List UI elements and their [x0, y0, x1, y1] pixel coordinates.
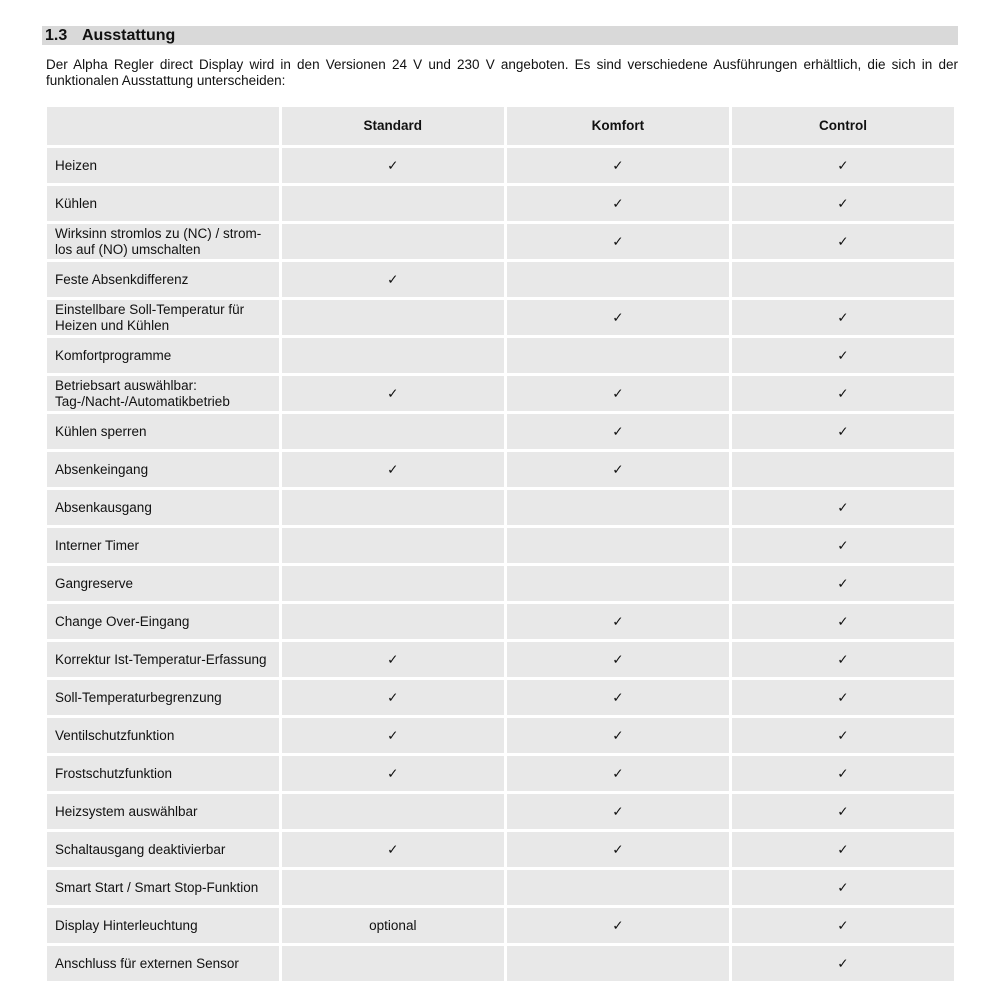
standard-cell: ✓ — [282, 832, 504, 867]
standard-cell: ✓ — [282, 262, 504, 297]
table-row — [47, 908, 954, 943]
control-cell: ✓ — [732, 338, 954, 373]
feature-label: Einstellbare Soll-Temperatur für Heizen und Kühlen — [47, 300, 279, 335]
standard-cell: ✓ — [282, 376, 504, 411]
header-standard: Standard — [282, 107, 504, 145]
feature-label: Betriebsart auswählbar: Tag-/Nacht-/Automatikbetrieb — [47, 376, 279, 411]
control-cell: ✓ — [732, 642, 954, 677]
feature-label: Komfortprogramme — [47, 338, 279, 373]
table-row — [47, 794, 954, 829]
control-cell — [732, 262, 954, 297]
control-cell: ✓ — [732, 908, 954, 943]
table-row — [47, 604, 954, 639]
table-row — [47, 376, 954, 411]
komfort-cell — [507, 490, 729, 525]
komfort-cell: ✓ — [507, 414, 729, 449]
table-row — [47, 148, 954, 183]
standard-cell: optional — [282, 908, 504, 943]
standard-cell: ✓ — [282, 452, 504, 487]
feature-label: Change Over-Eingang — [47, 604, 279, 639]
feature-label: Soll-Temperaturbegrenzung — [47, 680, 279, 715]
feature-table — [44, 104, 957, 984]
table-row — [47, 224, 954, 259]
table-row — [47, 490, 954, 525]
komfort-cell — [507, 566, 729, 601]
standard-cell — [282, 604, 504, 639]
control-cell: ✓ — [732, 148, 954, 183]
feature-label: Frostschutzfunktion — [47, 756, 279, 791]
section-number: 1.3 — [45, 26, 68, 44]
feature-label: Schaltausgang deaktivierbar — [47, 832, 279, 867]
standard-cell: ✓ — [282, 642, 504, 677]
feature-label: Smart Start / Smart Stop-Funktion — [47, 870, 279, 905]
standard-cell — [282, 946, 504, 981]
table-row — [47, 414, 954, 449]
intro-paragraph: Der Alpha Regler direct Display wird in den Versionen 24 V und 230 V angeboten. Es sind verschiedene Ausführungen erhältlich, die sich in der funktionalen Ausstattung unterscheiden: — [46, 57, 958, 88]
komfort-cell: ✓ — [507, 756, 729, 791]
table-row — [47, 832, 954, 867]
standard-cell: ✓ — [282, 756, 504, 791]
komfort-cell: ✓ — [507, 148, 729, 183]
control-cell: ✓ — [732, 946, 954, 981]
control-cell: ✓ — [732, 376, 954, 411]
control-cell: ✓ — [732, 528, 954, 563]
control-cell: ✓ — [732, 224, 954, 259]
feature-label: Wirksinn stromlos zu (NC) / strom-los auf (NO) umschalten — [47, 224, 279, 259]
table-row — [47, 452, 954, 487]
control-cell: ✓ — [732, 566, 954, 601]
komfort-cell: ✓ — [507, 680, 729, 715]
control-cell: ✓ — [732, 680, 954, 715]
komfort-cell: ✓ — [507, 642, 729, 677]
table-row — [47, 186, 954, 221]
komfort-cell: ✓ — [507, 908, 729, 943]
table-row — [47, 262, 954, 297]
standard-cell — [282, 566, 504, 601]
table-row — [47, 680, 954, 715]
standard-cell: ✓ — [282, 718, 504, 753]
control-cell: ✓ — [732, 756, 954, 791]
section-header — [42, 26, 958, 45]
feature-label: Anschluss für externen Sensor — [47, 946, 279, 981]
komfort-cell — [507, 946, 729, 981]
feature-label: Display Hinterleuchtung — [47, 908, 279, 943]
feature-label: Gangreserve — [47, 566, 279, 601]
feature-label: Kühlen — [47, 186, 279, 221]
feature-label: Heizsystem auswählbar — [47, 794, 279, 829]
header-corner — [47, 107, 279, 145]
control-cell: ✓ — [732, 870, 954, 905]
header-komfort: Komfort — [507, 107, 729, 145]
control-cell — [732, 452, 954, 487]
table-row — [47, 528, 954, 563]
feature-label: Korrektur Ist-Temperatur-Erfassung — [47, 642, 279, 677]
control-cell: ✓ — [732, 300, 954, 335]
standard-cell: ✓ — [282, 148, 504, 183]
komfort-cell: ✓ — [507, 186, 729, 221]
standard-cell — [282, 186, 504, 221]
feature-label: Absenkausgang — [47, 490, 279, 525]
table-row — [47, 566, 954, 601]
feature-label: Feste Absenkdifferenz — [47, 262, 279, 297]
komfort-cell: ✓ — [507, 718, 729, 753]
control-cell: ✓ — [732, 718, 954, 753]
control-cell: ✓ — [732, 490, 954, 525]
feature-label: Ventilschutzfunktion — [47, 718, 279, 753]
control-cell: ✓ — [732, 186, 954, 221]
komfort-cell: ✓ — [507, 794, 729, 829]
komfort-cell: ✓ — [507, 604, 729, 639]
section-title: Ausstattung — [82, 26, 176, 44]
standard-cell — [282, 490, 504, 525]
komfort-cell: ✓ — [507, 300, 729, 335]
komfort-cell: ✓ — [507, 224, 729, 259]
control-cell: ✓ — [732, 794, 954, 829]
table-row — [47, 338, 954, 373]
header-control: Control — [732, 107, 954, 145]
table-row — [47, 718, 954, 753]
table-header-row — [47, 107, 954, 145]
standard-cell — [282, 528, 504, 563]
table-row — [47, 946, 954, 981]
control-cell: ✓ — [732, 832, 954, 867]
komfort-cell: ✓ — [507, 832, 729, 867]
table-row — [47, 300, 954, 335]
komfort-cell — [507, 338, 729, 373]
control-cell: ✓ — [732, 414, 954, 449]
standard-cell — [282, 224, 504, 259]
table-row — [47, 756, 954, 791]
standard-cell — [282, 414, 504, 449]
komfort-cell — [507, 870, 729, 905]
feature-label: Heizen — [47, 148, 279, 183]
standard-cell — [282, 300, 504, 335]
table-row — [47, 870, 954, 905]
komfort-cell: ✓ — [507, 452, 729, 487]
standard-cell — [282, 870, 504, 905]
feature-label: Interner Timer — [47, 528, 279, 563]
komfort-cell — [507, 262, 729, 297]
komfort-cell — [507, 528, 729, 563]
standard-cell — [282, 338, 504, 373]
feature-label: Absenkeingang — [47, 452, 279, 487]
standard-cell — [282, 794, 504, 829]
control-cell: ✓ — [732, 604, 954, 639]
komfort-cell: ✓ — [507, 376, 729, 411]
feature-label: Kühlen sperren — [47, 414, 279, 449]
table-row — [47, 642, 954, 677]
standard-cell: ✓ — [282, 680, 504, 715]
